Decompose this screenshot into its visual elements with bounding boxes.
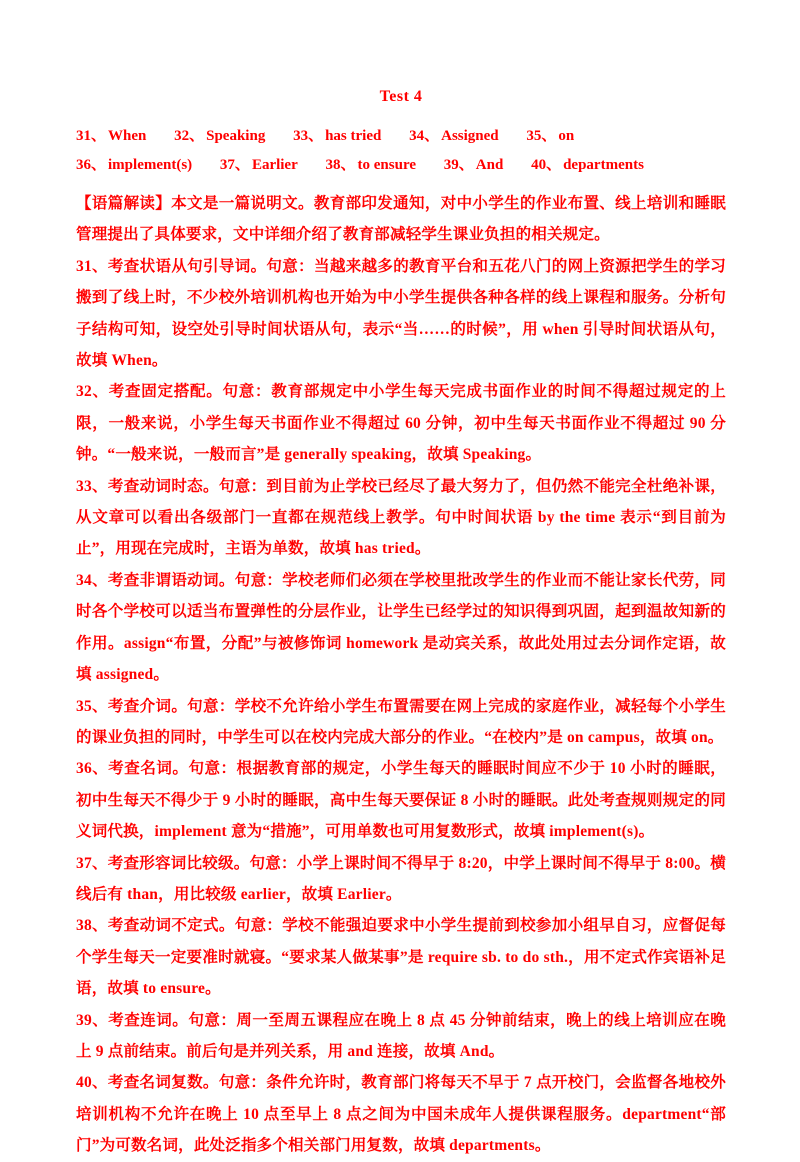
analysis-paragraph-37: 37、考查形容词比较级。句意：小学上课时间不得早于 8:20，中学上课时间不得早于 8:00。横线后有 than，用比较级 earlier，故填 Earlier。 [76,854,726,903]
answer-value: Speaking [206,128,266,144]
answer-number: 34、 [409,128,440,144]
answer-value: on [558,128,575,144]
answer-value: Earlier [251,157,298,173]
answer-value: implement(s) [108,157,193,173]
answer-value: to ensure [357,157,417,173]
passage-overview-paragraph: 【语篇解读】本文是一篇说明文。教育部印发通知，对中小学生的作业布置、线上培训和睡眠管理提出了具体要求，文中详细介绍了教育部减轻学生课业负担的相关规定。 [76,195,726,244]
answer-item-39 [444,153,504,177]
answer-number: 32、 [174,128,205,144]
answer-value: Assigned [441,128,499,144]
answer-number: 31、 [76,128,107,144]
answer-value: And [475,157,504,173]
analysis-paragraph-32: 32、考查固定搭配。句意：教育部规定中小学生每天完成书面作业的时间不得超过规定的上限，一般来说，小学生每天书面作业不得超过 60 分钟，初中生每天书面作业不得超过 90 分钟。“一般来说，一般而言”是 generally speaking，故填 Speaking。 [76,383,726,464]
answer-line-1 [76,124,726,148]
page-title: Test 4 [379,88,423,105]
analysis-paragraph-31: 31、考查状语从句引导词。句意：当越来越多的教育平台和五花八门的网上资源把学生的学习搬到了线上时，不少校外培训机构也开始为中小学生提供各种各样的线上课程和服务。分析句子结构可知，设空处引导时间状语从句，表示“当……的时候”，用 when 引导时间状语从句，故填 When。 [76,257,726,370]
analysis-paragraph-38: 38、考查动词不定式。句意：学校不能强迫要求中小学生提前到校参加小组早自习，应督促每个学生每天一定要准时就寝。“要求某人做某事”是 require sb. to do sth.，用不定式作宾语补足语，故填 to ensure。 [76,917,726,998]
answer-number: 39、 [443,157,474,173]
analysis-paragraph-36: 36、考查名词。句意：根据教育部的规定，小学生每天的睡眠时间应不少于 10 小时的睡眠，初中生每天不得少于 9 小时的睡眠，高中生每天要保证 8 小时的睡眠。此处考查规则规定的同义词代换，implement 意为“措施”，可用单数也可用复数形式，故填 implement(s)。 [76,760,726,841]
answer-number: 35、 [526,128,557,144]
analysis-paragraph-40: 40、考查名词复数。句意：条件允许时，教育部门将每天不早于 7 点开校门，会监督各地校外培训机构不允许在晚上 10 点至早上 8 点之间为中国未成年人提供课程服务。department“部门”为可数名词，此处泛指多个相关部门用复数，故填 departments。 [76,1074,726,1155]
answer-item-38 [326,153,417,177]
answer-item-33 [293,124,381,148]
answer-value: has tried [325,128,382,144]
answer-item-40 [531,153,644,177]
answer-number: 38、 [325,157,356,173]
answer-number: 36、 [76,157,107,173]
answer-item-32 [174,124,265,148]
answer-number: 40、 [531,157,562,173]
answer-value: departments [563,157,644,173]
answer-item-31 [76,124,146,148]
analysis-paragraph-35: 35、考查介词。句意：学校不允许给小学生布置需要在网上完成的家庭作业，减轻每个小学生的课业负担的同时，中学生可以在校内完成大部分的作业。“在校内”是 on campus，故填 on。 [76,697,726,746]
answer-line-2 [76,153,726,177]
answer-number: 37、 [219,157,250,173]
analysis-paragraph-34: 34、考查非谓语动词。句意：学校老师们必须在学校里批改学生的作业而不能让家长代劳，同时各个学校可以适当布置弹性的分层作业，让学生已经学过的知识得到巩固，起到温故知新的作用。assign“布置，分配”与被修饰词 homework 是动宾关系，故此处用过去分词作定语，故填 assigned。 [76,571,726,684]
answer-item-37 [220,153,298,177]
answer-item-35 [526,124,574,148]
answer-number: 33、 [293,128,324,144]
analysis-paragraph-33: 33、考查动词时态。句意：到目前为止学校已经尽了最大努力了，但仍然不能完全杜绝补课，从文章可以看出各级部门一直都在规范线上教学。句中时间状语 by the time 表示“到目前为止”，用现在完成时，主语为单数，故填 has tried。 [76,477,726,558]
answer-item-36 [76,153,192,177]
answer-value: When [108,128,147,144]
analysis-paragraph-39: 39、考查连词。句意：周一至周五课程应在晚上 8 点 45 分钟前结束，晚上的线上培训应在晚上 9 点前结束。前后句是并列关系，用 and 连接，故填 And。 [76,1011,726,1060]
answer-item-34 [409,124,499,148]
